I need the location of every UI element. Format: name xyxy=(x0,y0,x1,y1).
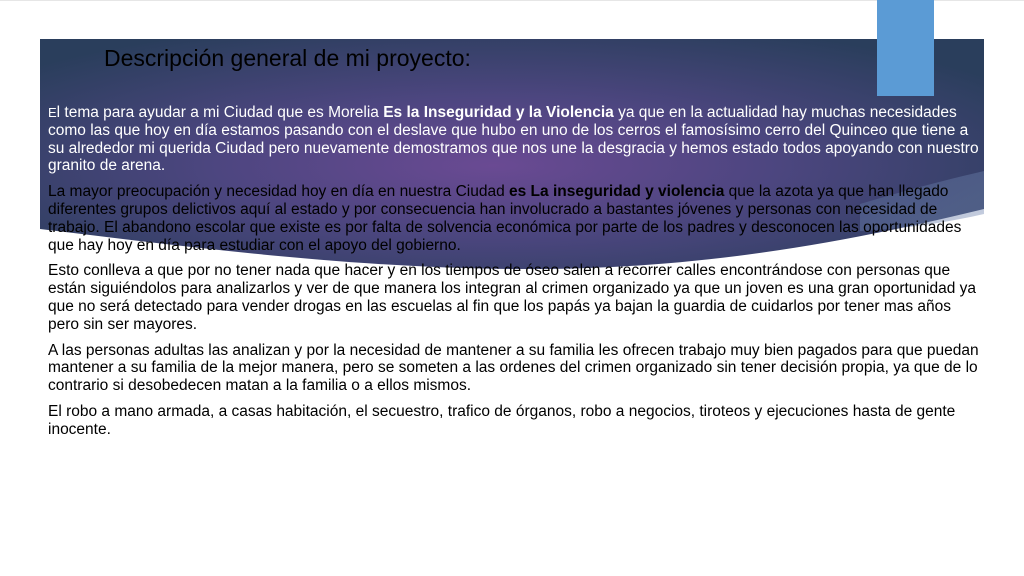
paragraph-2-text-after: que la azota ya que han llegado diferentes grupos delictivos aquí al estado y por consecuencia han involucrado a bastantes jóvenes y personas con necesidad de trabajo. El abandono escolar que existe es por falta de solvencia económica por parte de los padres y desconocen las oportunidades que hay hoy en día para estudiar con el apoyo del gobierno. xyxy=(48,183,962,254)
paragraph-1-lead-letter: E xyxy=(48,105,57,120)
paragraph-1-bold: Es la Inseguridad y la Violencia xyxy=(383,104,614,121)
slide-title: Descripción general de mi proyecto: xyxy=(104,45,471,71)
paragraph-1 xyxy=(48,104,984,175)
paragraph-1-text-before: l tema para ayudar a mi Ciudad que es Morelia xyxy=(56,104,384,121)
slide-top-border xyxy=(0,0,1024,1)
paragraph-1-text-after: ya que en la actualidad hay muchas necesidades como las que hoy en día estamos pasando con el deslave que hubo en uno de los cerros el famosísimo cerro del Quinceo que tiene a su alrededor mi querida Ciudad pero nuevamente demostramos que nos une la desgracia y hemos estado todos apoyando con nuestro granito de arena. xyxy=(48,104,979,175)
paragraph-5: El robo a mano armada, a casas habitación, el secuestro, trafico de órganos, robo a negocios, tiroteos y ejecuciones hasta de gente inocente. xyxy=(48,402,956,438)
slide-body xyxy=(48,104,984,447)
paragraph-2 xyxy=(48,183,984,254)
paragraph-3: Esto conlleva a que por no tener nada que hacer y en los tiempos de óseo salen a recorrer calles encontrándose con personas que están siguiéndolos para analizarlos y ver de que manera los integran al crimen organizado ya que un joven es una gran oportunidad ya que no será detectado para vender drogas en las escuelas al fin que los papás ya bajan la guardia de cuidarlos por tener mas años pero sin ser mayores. xyxy=(48,262,977,333)
paragraph-2-bold: es La inseguridad y violencia xyxy=(509,183,725,201)
paragraph-4: A las personas adultas las analizan y por la necesidad de mantener a su familia les ofrecen trabajo muy bien pagados para que puedan mantener a su familia de la mejor manera, pero se someten a las ordenes del crimen organizado sin tener decisión propia, ya que de lo contrario si desobedecen matan a la familia o a ellos mismos. xyxy=(48,341,979,395)
accent-bar xyxy=(877,0,934,96)
paragraph-2-text-before: La mayor preocupación y necesidad hoy en día en nuestra Ciudad xyxy=(48,183,509,201)
